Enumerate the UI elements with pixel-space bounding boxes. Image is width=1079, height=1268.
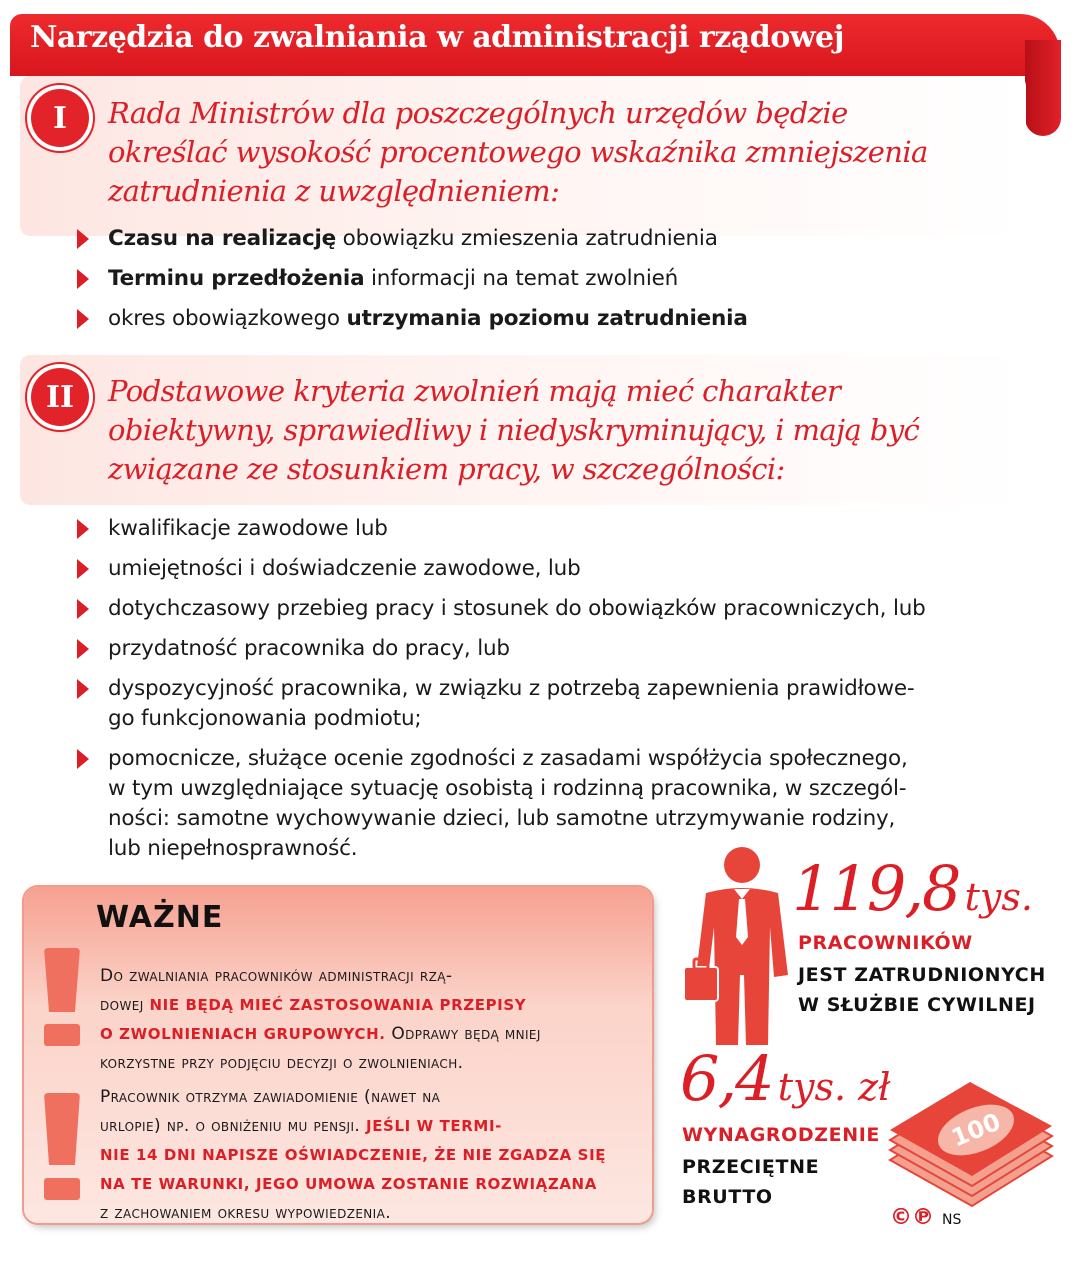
exclamation-dot-icon (44, 1024, 80, 1046)
important-paragraph-1 (100, 962, 541, 1078)
list-item (108, 224, 718, 254)
list-item: kwalifikacje zawodowe lub (108, 516, 388, 541)
stat-label (798, 960, 1046, 1020)
exclamation-icon (44, 1093, 80, 1165)
list-item (108, 264, 678, 294)
lead-line: związane ze stosunkiem pracy, w szczególności: (108, 452, 785, 486)
bullet-arrow-icon (76, 518, 90, 540)
item-line: pomocnicze, służące ocenie zgodności z zasadami współżycia społecznego, (108, 746, 908, 771)
stat-number: 119,8 (792, 852, 960, 925)
stat-label (682, 1152, 819, 1212)
item-line: ności: samotne wychowywanie dzieci, lub samotne utrzymywanie rodziny, (108, 806, 896, 831)
bullet-arrow-icon (76, 308, 90, 330)
important-paragraph-2 (100, 1083, 606, 1228)
text-span: dowej (100, 995, 150, 1015)
text-line: z zachowaniem okresu wypowiedzenia. (100, 1203, 392, 1223)
section-1-lead (108, 94, 928, 211)
text-line: NA TE WARUNKI, JEGO UMOWA ZOSTANIE ROZWIĄZANA (100, 1175, 597, 1193)
list-item: umiejętności i doświadczenie zawodowe, lub (108, 556, 581, 581)
stat-number: 6,4 (680, 1042, 773, 1115)
section-1-numeral: I (31, 89, 89, 147)
copyright-mark: ©℗ (890, 1205, 934, 1230)
highlight-text: O ZWOLNIENIACH GRUPOWYCH. (100, 1025, 386, 1043)
item-line: w tym uwzględniające sytuację osobistą i rodzinną pracownika, w szczegól- (108, 776, 907, 801)
bullet-arrow-icon (76, 748, 90, 770)
item-text: obowiązku zmieszenia zatrudnienia (336, 226, 718, 251)
stat-unit: tys. (964, 875, 1033, 919)
list-item: dotychczasowy przebieg pracy i stosunek do obowiązków pracowniczych, lub (108, 596, 926, 621)
item-bold: Czasu na realizację (108, 226, 337, 251)
section-2-lead (108, 372, 919, 489)
lead-line: Rada Ministrów dla poszczególnych urzędów będzie (108, 96, 848, 130)
text-line (100, 1112, 606, 1141)
header-ribbon-curl (1025, 40, 1061, 136)
stat-salary-figure (680, 1042, 890, 1115)
highlight-text: NIE BĘDĄ MIEĆ ZASTOSOWANIA PRZEPISY (149, 996, 527, 1014)
section-2-numeral: II (31, 368, 89, 426)
stat-line: JEST ZATRUDNIONYCH (798, 964, 1046, 986)
text-line: NIE 14 DNI NAPISZE OŚWIADCZENIE, ŻE NIE ZGADZA SIĘ (100, 1146, 607, 1164)
list-item: przydatność pracownika do pracy, lub (108, 636, 510, 661)
stat-line: BRUTTO (682, 1186, 773, 1208)
lead-line: zatrudnienia z uwzględnieniem: (108, 174, 560, 208)
banknote-label: 100 (947, 1107, 1005, 1153)
important-title: WAŻNE (96, 900, 224, 935)
highlight-text: JEŚLI W TERMI- (366, 1117, 502, 1135)
item-line: dyspozycyjność pracownika, w związku z potrzebą zapewnienia prawidłowe- (108, 676, 915, 701)
text-line: Pracownik otrzyma zawiadomienie (nawet na (100, 1087, 441, 1107)
text-line: Do zwalniania pracowników administracji rzą- (100, 966, 453, 986)
bullet-arrow-icon (76, 268, 90, 290)
stat-employees-figure (792, 852, 1033, 925)
bullet-arrow-icon (76, 558, 90, 580)
page-title: Narzędzia do zwalniania w administracji rządowej (30, 20, 844, 55)
banknote-stack-icon (880, 1082, 1060, 1214)
item-line: lub niepełnosprawność. (108, 836, 358, 861)
list-item (108, 304, 748, 334)
stat-label-red: WYNAGRODZENIE (682, 1124, 880, 1146)
text-line (100, 1020, 541, 1049)
exclamation-icon (44, 948, 80, 1012)
bullet-arrow-icon (76, 228, 90, 250)
lead-line: Podstawowe kryteria zwolnień mają mieć charakter (108, 374, 841, 408)
text-span: urlopie) np. o obniżeniu mu pensji. (100, 1116, 367, 1136)
bullet-arrow-icon (76, 598, 90, 620)
text-span: Odprawy będą mniej (385, 1024, 541, 1044)
exclamation-dot-icon (44, 1178, 80, 1200)
bullet-arrow-icon (76, 678, 90, 700)
text-line (100, 991, 541, 1020)
text-line: korzystne przy podjęciu decyzji o zwolnieniach. (100, 1053, 464, 1073)
stat-label-red: PRACOWNIKÓW (798, 932, 973, 954)
stat-line: PRZECIĘTNE (682, 1156, 820, 1178)
item-text: informacji na temat zwolnień (364, 266, 679, 291)
item-bold: Terminu przedłożenia (108, 266, 365, 291)
bullet-arrow-icon (76, 638, 90, 660)
item-text: okres obowiązkowego (108, 306, 347, 331)
list-item (108, 674, 914, 734)
businessman-icon (684, 845, 796, 1045)
stat-unit: tys. zł (777, 1065, 891, 1109)
lead-line: określać wysokość procentowego wskaźnika zmniejszenia (108, 135, 928, 169)
lead-line: obiektywny, sprawiedliwy i niedyskryminujący, i mają być (108, 413, 920, 447)
item-bold: utrzymania poziomu zatrudnienia (346, 306, 748, 331)
author-credit: NS (942, 1212, 962, 1228)
item-line: go funkcjonowania podmiotu; (108, 706, 422, 731)
stat-line: W SŁUŻBIE CYWILNEJ (798, 994, 1036, 1016)
